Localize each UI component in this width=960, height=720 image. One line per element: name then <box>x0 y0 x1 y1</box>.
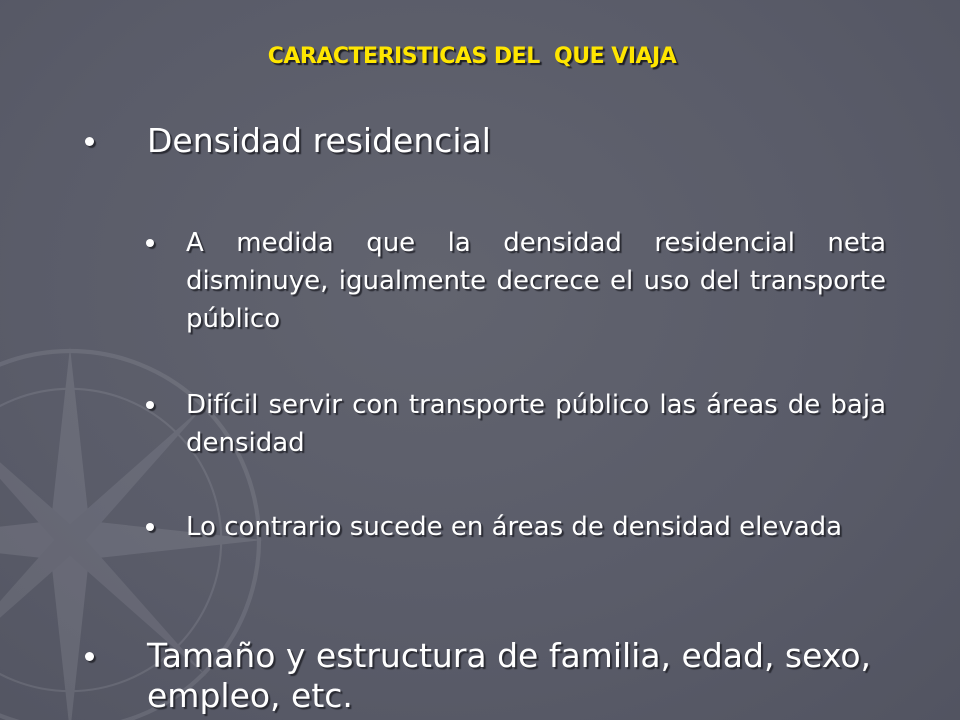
sub-bullet-contrary <box>140 508 886 546</box>
bullet-text: Lo contrario sucede en áreas de densidad elevada <box>186 512 843 542</box>
bullet-text: Difícil servir con transporte público las áreas de baja densidad <box>186 390 886 458</box>
slide-title: CARACTERISTICAS DEL QUE VIAJA <box>267 44 677 69</box>
bullet-text: Densidad residencial <box>147 121 491 160</box>
bullet-dot-icon <box>146 523 154 531</box>
bullet-dot-icon <box>85 652 94 661</box>
bullet-text: Tamaño y estructura de familia, edad, sexo, empleo, etc. <box>147 636 872 715</box>
bullet-dot-icon <box>146 239 154 247</box>
bullet-dot-icon <box>85 137 94 146</box>
bullet-density <box>85 121 885 161</box>
sub-bullet-difficult <box>140 386 886 462</box>
bullet-family <box>85 636 885 716</box>
bullet-text: A medida que la densidad residencial neta disminuye, igualmente decrece el uso del transporte público <box>186 228 886 334</box>
sub-bullet-decrease <box>140 224 886 338</box>
bullet-dot-icon <box>146 401 154 409</box>
